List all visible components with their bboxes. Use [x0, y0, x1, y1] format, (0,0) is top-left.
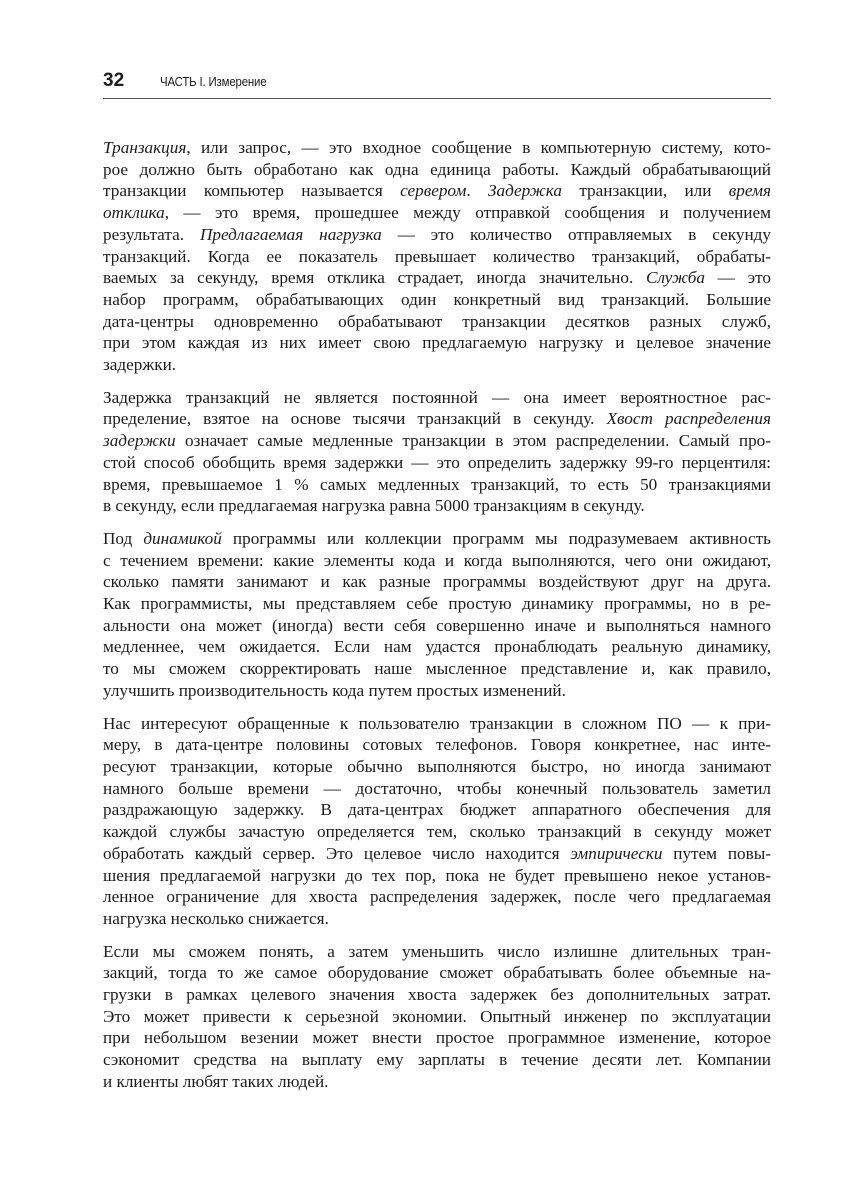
text-line	[103, 289, 771, 311]
text-run: с течением времени: какие элементы кода и когда выполняются, чего они ожидают,	[103, 550, 771, 570]
italic-term: задержки	[103, 431, 176, 451]
running-header	[103, 68, 771, 99]
body-text	[103, 137, 771, 1104]
text-run: Если мы сможем понять, а затем уменьшить число излишне длительных тран-	[103, 941, 771, 961]
italic-term: Задержка	[487, 181, 562, 201]
text-line	[103, 408, 771, 430]
page-number: 32	[103, 70, 125, 91]
text-run: Нас интересуют обращенные к пользователю транзакции в сложном ПО — к при-	[103, 713, 771, 733]
text-run: , — это время, прошедшее между отправкой сообщения и получением	[164, 203, 771, 223]
text-run: намного больше времени — достаточно, чтобы конечный пользователь заметил	[103, 778, 771, 798]
text-run: Задержка транзакций не является постоянной — она имеет вероятностное рас-	[103, 387, 771, 407]
text-run: .	[466, 181, 488, 201]
text-run: сколько памяти занимают и как разные программы воздействуют друг на друга.	[103, 572, 771, 592]
text-run: путем повы-	[662, 843, 771, 863]
paragraph	[103, 387, 771, 517]
text-run: нагрузка несколько снижается.	[103, 908, 329, 928]
text-line	[103, 495, 771, 517]
italic-term: Служба	[646, 268, 705, 288]
italic-term: Предлагаемая нагрузка	[199, 224, 382, 244]
text-line	[103, 908, 771, 930]
text-line	[103, 658, 771, 680]
text-run: ваемых за секунду, время отклика страдает, иногда значительно.	[103, 268, 647, 288]
text-line	[103, 941, 771, 963]
text-run: пределение, взятое на основе тысячи транзакций в секунду.	[103, 409, 607, 429]
text-run: дата-центры одновременно обрабатывают транзакции десятков разных служб,	[103, 311, 771, 331]
text-line	[103, 865, 771, 887]
italic-term: отклика	[103, 203, 165, 223]
text-line	[103, 550, 771, 572]
text-line	[103, 734, 771, 756]
text-run: ресуют транзакции, которые обычно выполняются быстро, но иногда занимают	[103, 756, 771, 776]
text-run: время, превышаемое 1 % самых медленных транзакций, то есть 50 транзакциями	[103, 474, 771, 494]
text-line	[103, 452, 771, 474]
text-run: , или запрос, — это входное сообщение в компьютерную систему, кото-	[186, 138, 771, 157]
text-line	[103, 1071, 771, 1093]
paragraph	[103, 137, 771, 376]
text-line	[103, 137, 771, 159]
text-line	[103, 962, 771, 984]
text-line	[103, 799, 771, 821]
text-line	[103, 615, 771, 637]
text-line	[103, 680, 771, 702]
italic-term: сервером	[400, 181, 467, 201]
text-run: результата.	[103, 224, 200, 244]
text-run: набор программ, обрабатывающих один конкретный вид транзакций. Большие	[103, 289, 771, 309]
text-run: ленное ограничение для хвоста распределения задержек, после чего предлагаемая	[103, 887, 771, 907]
text-run: Как программисты, мы представляем себе простую динамику программы, но в ре-	[103, 594, 771, 614]
text-line	[103, 1006, 771, 1028]
text-line	[103, 311, 771, 333]
text-line	[103, 713, 771, 735]
text-run: улучшить производительность кода путем простых изменений.	[103, 680, 566, 700]
italic-term: Транзакция	[103, 138, 187, 157]
text-run: обработать каждый сервер. Это целевое число находится	[103, 843, 571, 863]
text-run: программы или коллекции программ мы подразумеваем активность	[221, 528, 771, 548]
text-line	[103, 528, 771, 550]
text-run: Это может привести к серьезной экономии. Опытный инженер по эксплуатации	[103, 1006, 771, 1026]
paragraph	[103, 941, 771, 1093]
text-run: при небольшом везении может внести простое программное изменение, которое	[103, 1028, 771, 1048]
text-run: раздражающую задержку. В дата-центрах бюджет аппаратного обеспечения для	[103, 800, 771, 820]
text-run: задержки.	[103, 355, 177, 375]
text-run: сэкономит средства на выплату ему зарплаты в течение десяти лет. Компании	[103, 1050, 771, 1070]
text-run: транзакции, или	[561, 181, 729, 201]
text-line	[103, 180, 771, 202]
running-title: ЧАСТЬ I. Измерение	[160, 74, 267, 89]
text-line	[103, 636, 771, 658]
text-line	[103, 756, 771, 778]
text-run: закций, тогда то же самое оборудование сможет обрабатывать более объемные на-	[103, 963, 771, 983]
text-line	[103, 593, 771, 615]
text-line	[103, 843, 771, 865]
text-line	[103, 430, 771, 452]
italic-term: время	[728, 181, 771, 201]
text-line	[103, 1049, 771, 1071]
text-run: шения предлагаемой нагрузки до тех пор, пока не будет превышено некое установ-	[103, 865, 771, 885]
text-line	[103, 821, 771, 843]
text-line	[103, 571, 771, 593]
text-run: транзакций. Когда ее показатель превышает количество транзакций, обрабаты-	[103, 246, 771, 266]
text-run: — это	[704, 268, 771, 288]
text-run: альности она может (иногда) вести себя совершенно иначе и выполняться намного	[103, 615, 771, 635]
text-run: грузки в рамках целевого значения хвоста задержек без дополнительных затрат.	[103, 985, 771, 1005]
text-line	[103, 246, 771, 268]
text-line	[103, 224, 771, 246]
text-run: и клиенты любят таких людей.	[103, 1071, 329, 1091]
text-run: стой способ обобщить время задержки — это определить задержку 99-го перцентиля:	[103, 452, 771, 472]
text-line	[103, 1027, 771, 1049]
text-run: Под	[103, 528, 144, 548]
text-run: медленнее, чем ожидается. Если нам удастся пронаблюдать реальную динамику,	[103, 637, 771, 657]
text-line	[103, 332, 771, 354]
text-run: рое должно быть обработано как одна единица работы. Каждый обрабатывающий	[103, 159, 771, 179]
text-line	[103, 778, 771, 800]
text-line	[103, 202, 771, 224]
text-run: транзакции компьютер называется	[103, 181, 401, 201]
text-run: меру, в дата-центре половины сотовых телефонов. Говоря конкретнее, нас инте-	[103, 735, 771, 755]
text-run: — это количество отправляемых в секунду	[381, 224, 772, 244]
text-line	[103, 354, 771, 376]
text-line	[103, 159, 771, 181]
text-run: при этом каждая из них имеет свою предлагаемую нагрузку и целевое значение	[103, 333, 771, 353]
italic-term: Хвост распределения	[606, 409, 771, 429]
paragraph	[103, 528, 771, 702]
text-line	[103, 474, 771, 496]
text-line	[103, 984, 771, 1006]
text-line	[103, 267, 771, 289]
text-run: в секунду, если предлагаемая нагрузка равна 5000 транзакциям в секунду.	[103, 496, 645, 516]
text-run: каждой службы зачастую определяется тем, сколько транзакций в секунду может	[103, 822, 771, 842]
text-line	[103, 886, 771, 908]
italic-term: эмпирически	[570, 843, 663, 863]
text-run: то мы сможем скорректировать наше мысленное представление и, как правило,	[103, 659, 771, 679]
text-line	[103, 387, 771, 409]
text-run: означает самые медленные транзакции в этом распределении. Самый про-	[175, 431, 771, 451]
paragraph	[103, 713, 771, 930]
italic-term: динамикой	[143, 528, 222, 548]
